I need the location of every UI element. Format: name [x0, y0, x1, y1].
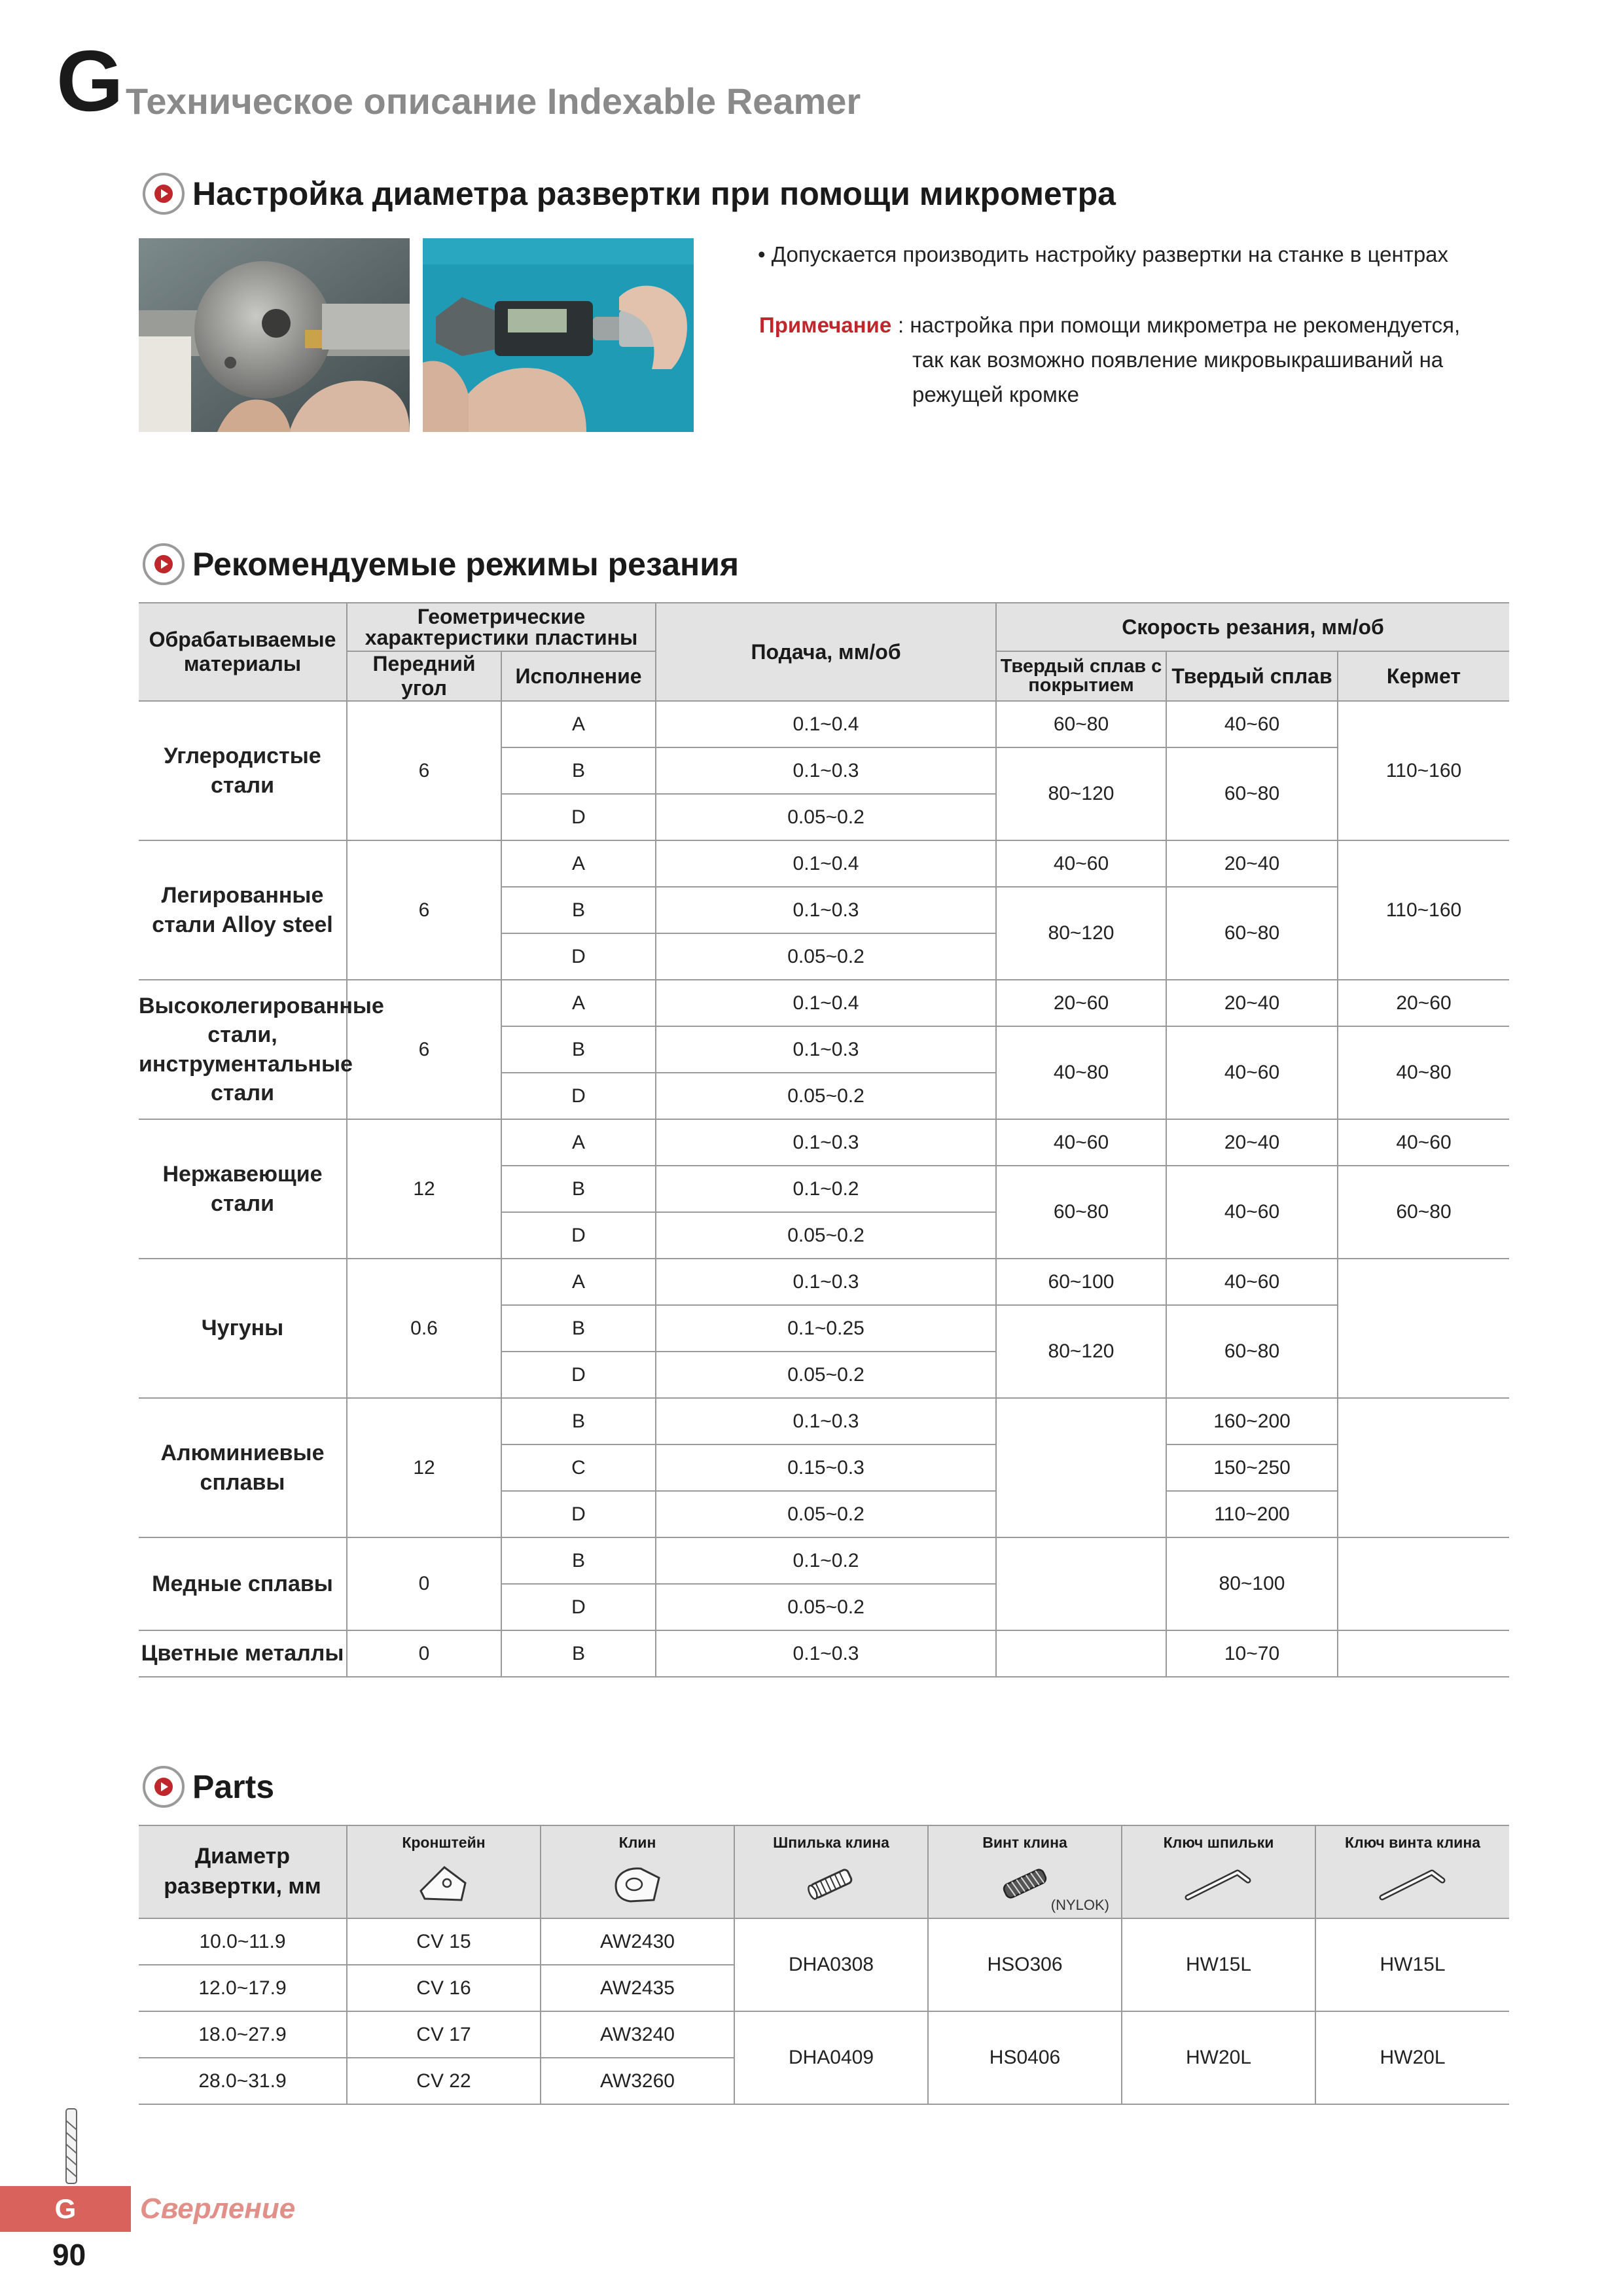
rake-cell: 12: [347, 1119, 501, 1259]
version-cell: A: [501, 980, 656, 1026]
material-cell: Цветные металлы: [139, 1630, 347, 1677]
coated-cell: 80~120: [996, 747, 1166, 840]
stud-key-label: Ключ шпильки: [1163, 1834, 1274, 1851]
play-bullet-icon: [143, 543, 185, 585]
cutting-heading: Рекомендуемые режимы резания: [192, 546, 740, 583]
table-row: [139, 1398, 1509, 1444]
wedge-cell: AW2430: [541, 1918, 734, 1965]
note-label: Примечание: [759, 313, 892, 337]
table-row: [139, 2011, 1509, 2058]
bracket-cell: CV 17: [347, 2011, 541, 2058]
rake-cell: 6: [347, 980, 501, 1119]
drill-icon: [63, 2108, 80, 2185]
carbide-cell: 60~80: [1166, 1305, 1338, 1398]
coated-cell-empty: [996, 1398, 1166, 1537]
wedge-screw-icon: [995, 1861, 1054, 1907]
table-row: [139, 1630, 1509, 1677]
coated-cell: 60~80: [996, 1166, 1166, 1259]
header-diameter: Диаметр развертки, мм: [139, 1825, 347, 1918]
page-number: 90: [52, 2238, 86, 2272]
version-cell: D: [501, 1212, 656, 1259]
feed-cell: 0.1~0.4: [656, 980, 996, 1026]
micrometer-heading: Настройка диаметра развертки при помощи микрометра: [192, 175, 1116, 212]
parts-heading: Parts: [192, 1768, 275, 1805]
carbide-cell: 20~40: [1166, 1119, 1338, 1166]
material-cell: Медные сплавы: [139, 1537, 347, 1630]
bracket-cell: CV 16: [347, 1965, 541, 2011]
parts-table: [139, 1825, 1509, 2105]
header-version: Исполнение: [501, 651, 656, 701]
version-cell: D: [501, 1491, 656, 1537]
feed-cell: 0.05~0.2: [656, 1352, 996, 1398]
stud-key-cell: HW20L: [1122, 2011, 1315, 2104]
feed-cell: 0.05~0.2: [656, 1073, 996, 1119]
note-line-1: : настройка при помощи микрометра не рекомендуется,: [898, 313, 1461, 337]
feed-cell: 0.1~0.3: [656, 1630, 996, 1677]
wedge-label: Клин: [618, 1834, 656, 1851]
version-cell: A: [501, 701, 656, 747]
feed-cell: 0.05~0.2: [656, 1212, 996, 1259]
reamer-photo: [139, 238, 410, 432]
wedge-icon: [608, 1861, 667, 1907]
play-bullet-icon: [143, 173, 185, 215]
note-line-2: так как возможно появление микровыкрашиваний на: [912, 348, 1444, 372]
section-label: Сверление: [140, 2193, 296, 2225]
bracket-label: Кронштейн: [402, 1834, 486, 1851]
section-tab: G: [0, 2186, 131, 2232]
version-cell: A: [501, 1259, 656, 1305]
rake-cell: 6: [347, 701, 501, 840]
wedge-screw-label: Винт клина: [982, 1834, 1067, 1851]
table-row: [139, 1119, 1509, 1166]
feed-cell: 0.1~0.3: [656, 1259, 996, 1305]
wedge-cell: AW2435: [541, 1965, 734, 2011]
cermet-cell: 40~80: [1338, 1026, 1509, 1119]
wedge-stud-label: Шпилька клина: [773, 1834, 889, 1851]
feed-cell: 0.05~0.2: [656, 794, 996, 840]
page-title: Техническое описание Indexable Reamer: [126, 81, 861, 122]
version-cell: B: [501, 1398, 656, 1444]
version-cell: B: [501, 1305, 656, 1352]
parts-section-heading: [143, 1766, 274, 1808]
carbide-cell: 40~60: [1166, 1166, 1338, 1259]
screw-key-cell: HW15L: [1315, 1918, 1509, 2011]
version-cell: B: [501, 1630, 656, 1677]
rake-cell: 0: [347, 1630, 501, 1677]
bracket-icon: [414, 1861, 473, 1907]
coated-cell: 40~80: [996, 1026, 1166, 1119]
note-line-3: режущей кромке: [912, 382, 1080, 406]
version-cell: C: [501, 1444, 656, 1491]
cermet-cell: 110~160: [1338, 701, 1509, 840]
cutting-section-heading: [143, 543, 739, 585]
feed-cell: 0.1~0.4: [656, 701, 996, 747]
wedge-screw-cell: HSO306: [928, 1918, 1122, 2011]
version-cell: B: [501, 1026, 656, 1073]
header-bracket: [347, 1825, 541, 1918]
carbide-cell: 150~250: [1166, 1444, 1338, 1491]
feed-cell: 0.1~0.3: [656, 1398, 996, 1444]
diameter-cell: 12.0~17.9: [139, 1965, 347, 2011]
micrometer-section-heading: [143, 173, 1116, 215]
version-cell: B: [501, 887, 656, 933]
centers-bullet: • Допускается производить настройку развертки на станке в центрах: [758, 242, 1449, 266]
carbide-cell: 20~40: [1166, 840, 1338, 887]
header-screw-key: [1315, 1825, 1509, 1918]
feed-cell: 0.05~0.2: [656, 1584, 996, 1630]
feed-cell: 0.1~0.2: [656, 1537, 996, 1584]
nylok-label: (NYLOK): [1050, 1897, 1109, 1913]
feed-cell: 0.1~0.3: [656, 747, 996, 794]
header-wedge-screw: [928, 1825, 1122, 1918]
material-cell: Высоколегированные стали, инструментальные стали: [139, 980, 347, 1119]
carbide-cell: 80~100: [1166, 1537, 1338, 1630]
carbide-cell: 40~60: [1166, 1259, 1338, 1305]
feed-cell: 0.05~0.2: [656, 933, 996, 980]
version-cell: A: [501, 840, 656, 887]
cermet-cell: 60~80: [1338, 1166, 1509, 1259]
hex-key-icon: [1377, 1861, 1449, 1907]
material-cell: Легированные стали Alloy steel: [139, 840, 347, 980]
wedge-stud-icon: [802, 1861, 861, 1907]
coated-cell: 80~120: [996, 1305, 1166, 1398]
header-wedge-stud: [734, 1825, 928, 1918]
coated-cell: 60~100: [996, 1259, 1166, 1305]
version-cell: D: [501, 933, 656, 980]
screw-key-label: Ключ винта клина: [1345, 1834, 1480, 1851]
carbide-cell: 20~40: [1166, 980, 1338, 1026]
diameter-cell: 18.0~27.9: [139, 2011, 347, 2058]
feed-cell: 0.1~0.3: [656, 887, 996, 933]
table-row: [139, 1918, 1509, 1965]
table-row: [139, 1259, 1509, 1305]
section-letter: G: [56, 33, 121, 129]
version-cell: D: [501, 1352, 656, 1398]
feed-cell: 0.05~0.2: [656, 1491, 996, 1537]
material-cell: Алюминиевые сплавы: [139, 1398, 347, 1537]
version-cell: D: [501, 1584, 656, 1630]
feed-cell: 0.1~0.4: [656, 840, 996, 887]
version-cell: B: [501, 1166, 656, 1212]
cutting-data-table: [139, 602, 1509, 1677]
table-row: [139, 980, 1509, 1026]
table-row: [139, 1537, 1509, 1584]
rake-cell: 6: [347, 840, 501, 980]
cermet-cell: 20~60: [1338, 980, 1509, 1026]
feed-cell: 0.1~0.3: [656, 1026, 996, 1073]
wedge-cell: AW3240: [541, 2011, 734, 2058]
cermet-cell-empty: [1338, 1630, 1509, 1677]
header-speed: Скорость резания, мм/об: [996, 603, 1509, 651]
carbide-cell: 10~70: [1166, 1630, 1338, 1677]
header-coated-carbide: Твердый сплав с покрытием: [996, 651, 1166, 701]
wedge-screw-cell: HS0406: [928, 2011, 1122, 2104]
carbide-cell: 110~200: [1166, 1491, 1338, 1537]
play-bullet-icon: [143, 1766, 185, 1808]
coated-cell: 40~60: [996, 1119, 1166, 1166]
bracket-cell: CV 15: [347, 1918, 541, 1965]
header-wedge: [541, 1825, 734, 1918]
material-cell: Чугуны: [139, 1259, 347, 1398]
feed-cell: 0.1~0.3: [656, 1119, 996, 1166]
carbide-cell: 40~60: [1166, 1026, 1338, 1119]
micrometer-photo: [423, 238, 694, 432]
version-cell: B: [501, 1537, 656, 1584]
table-row: [139, 840, 1509, 887]
stud-key-cell: HW15L: [1122, 1918, 1315, 2011]
header-carbide: Твердый сплав: [1166, 651, 1338, 701]
feed-cell: 0.1~0.25: [656, 1305, 996, 1352]
carbide-cell: 60~80: [1166, 887, 1338, 980]
rake-cell: 0.6: [347, 1259, 501, 1398]
coated-cell: 40~60: [996, 840, 1166, 887]
version-cell: D: [501, 1073, 656, 1119]
carbide-cell: 60~80: [1166, 747, 1338, 840]
header-cermet: Кермет: [1338, 651, 1509, 701]
screw-key-cell: HW20L: [1315, 2011, 1509, 2104]
carbide-cell: 160~200: [1166, 1398, 1338, 1444]
material-cell: Нержавеющие стали: [139, 1119, 347, 1259]
coated-cell: 20~60: [996, 980, 1166, 1026]
header-material: Обрабатываемые материалы: [139, 603, 347, 701]
coated-cell-empty: [996, 1537, 1166, 1630]
header-stud-key: [1122, 1825, 1315, 1918]
wedge-stud-cell: DHA0409: [734, 2011, 928, 2104]
header-feed: Подача, мм/об: [656, 603, 996, 701]
coated-cell-empty: [996, 1630, 1166, 1677]
bracket-cell: CV 22: [347, 2058, 541, 2104]
carbide-cell: 40~60: [1166, 701, 1338, 747]
cermet-cell: 110~160: [1338, 840, 1509, 980]
cermet-cell-empty: [1338, 1398, 1509, 1537]
table-row: [139, 701, 1509, 747]
material-cell: Углеродистые стали: [139, 701, 347, 840]
header-rake-angle: Передний угол: [347, 651, 501, 701]
coated-cell: 60~80: [996, 701, 1166, 747]
version-cell: B: [501, 747, 656, 794]
wedge-stud-cell: DHA0308: [734, 1918, 928, 2011]
diameter-cell: 28.0~31.9: [139, 2058, 347, 2104]
cermet-cell-empty: [1338, 1537, 1509, 1630]
hex-key-icon: [1183, 1861, 1255, 1907]
version-cell: A: [501, 1119, 656, 1166]
cermet-cell-empty: [1338, 1259, 1509, 1398]
wedge-cell: AW3260: [541, 2058, 734, 2104]
diameter-cell: 10.0~11.9: [139, 1918, 347, 1965]
feed-cell: 0.15~0.3: [656, 1444, 996, 1491]
header-geometry: Геометрические характеристики пластины: [347, 603, 656, 651]
cermet-cell: 40~60: [1338, 1119, 1509, 1166]
rake-cell: 0: [347, 1537, 501, 1630]
version-cell: D: [501, 794, 656, 840]
feed-cell: 0.1~0.2: [656, 1166, 996, 1212]
rake-cell: 12: [347, 1398, 501, 1537]
coated-cell: 80~120: [996, 887, 1166, 980]
